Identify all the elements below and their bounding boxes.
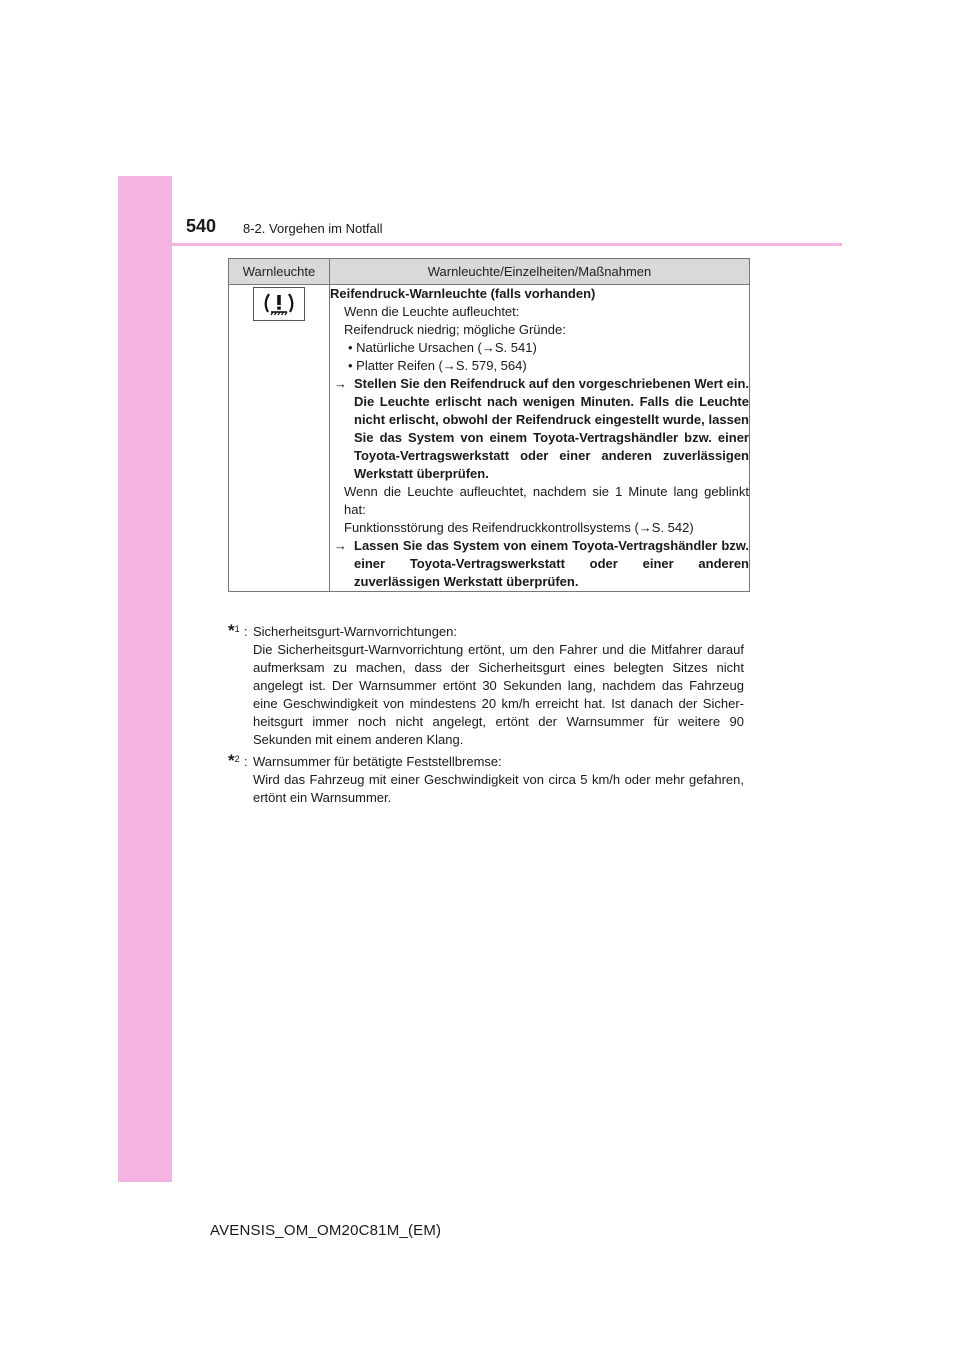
side-color-strip: [118, 176, 172, 1182]
page-number: 540: [186, 216, 217, 236]
column-header-details: Warnleuchte/Einzelheiten/Maßnahmen: [330, 259, 750, 285]
header-rule: [118, 243, 842, 246]
list-item: • Platter Reifen (→S. 579, 564): [348, 358, 527, 373]
document-code: AVENSIS_OM_OM20C81M_(EM): [210, 1222, 442, 1239]
condition-text: Wenn die Leuchte aufleuchtet, nachdem sie 1 Minute lang geblinkt hat:: [344, 484, 749, 517]
action-instruction: → Stellen Sie den Reifendruck auf den vorgeschriebenen Wert ein. Die Leuchte erlischt nach wenigen Minuten. Falls die Leuchte nicht erlischt, obwohl der Reifendruck eingestellt wurde, lassen Sie das System von einem Toyota-Vertragshändler bzw. einer Toyota-Vertragswerkstatt oder einer anderen zuverlässigen Werkstatt überprüfen.: [334, 376, 749, 481]
list-item: • Natürliche Ursachen (→S. 541): [348, 340, 537, 355]
warning-light-table: [228, 258, 750, 592]
tire-pressure-warning-icon: [253, 287, 305, 321]
section-title: 8-2. Vorgehen im Notfall: [243, 221, 383, 236]
footnote-text: Die Sicherheitsgurt-Warnvorrichtung ertönt, um den Fahrer und die Mitfahrer darauf aufmerksam zu machen, dass der Sicherheitsgurt eines belegten Sitzes nicht angelegt ist. Der Warnsummer ertönt 30 Sekunden lang, nachdem das Fahrzeug eine Geschwindigkeit von mindestens 20 km/h erreicht hat. Ist danach der Sicherheitsgurt immer noch nicht angelegt, ertönt der Warnsummer für weitere 90 Sekunden mit einem anderen Klang.: [253, 642, 744, 747]
column-header-warning-light: Warnleuchte: [229, 259, 330, 285]
arrow-icon: →: [334, 538, 347, 553]
footnote-marker: *$^2$: [228, 751, 240, 770]
table-header-row: [229, 259, 750, 285]
condition-text: Wenn die Leuchte aufleuchtet:: [344, 304, 520, 319]
row-title: Reifendruck-Warnleuchte (falls vorhanden): [330, 286, 596, 301]
footnote-marker: *$^1$: [228, 621, 240, 640]
details-cell: [330, 285, 750, 592]
footnote-label: Warnsummer für betätigte Feststellbremse:: [253, 754, 502, 769]
footnote-text: Wird das Fahrzeug mit einer Geschwindigkeit von circa 5 km/h oder mehr gefahren, ertönt ein Warnsummer.: [253, 772, 744, 805]
action-instruction: → Lassen Sie das System von einem Toyota-Vertragshändler bzw. einer Toyota-Vertragswerkstatt oder einer anderen zuverlässigen Werkstatt überprüfen.: [334, 538, 749, 589]
table-row: [229, 285, 750, 592]
footnote-label: Sicherheitsgurt-Warnvorrichtungen:: [253, 624, 457, 639]
footnote-2: *$^2$ : Warnsummer für betätigte Feststellbremse: Wird das Fahrzeug mit einer Geschwindigkeit von circa 5 km/h oder mehr gefahren, ertönt ein Warnsummer.: [228, 751, 744, 805]
arrow-icon: →: [334, 376, 347, 391]
cause-text: Funktionsstörung des Reifendruckkontrollsystems (→S. 542): [344, 520, 694, 535]
footnote-1: *$^1$ : Sicherheitsgurt-Warnvorrichtungen: Die Sicherheitsgurt-Warnvorrichtung ertönt, um den Fahrer und die Mitfahrer darauf aufmerksam zu machen, dass der Sicherheitsgurt eines belegten Sitzes nicht angelegt ist. Der Warnsummer ertönt 30 Sekunden lang, nachdem das Fahrzeug eine Geschwindigkeit von mindestens 20 km/h erreicht hat. Ist danach der Sicherheitsgurt immer noch nicht angelegt, ertönt der Warnsummer für weitere 90 Sekunden mit einem anderen Klang.: [228, 621, 744, 747]
cause-intro: Reifendruck niedrig; mögliche Gründe:: [344, 322, 566, 337]
icon-cell: [229, 285, 330, 592]
